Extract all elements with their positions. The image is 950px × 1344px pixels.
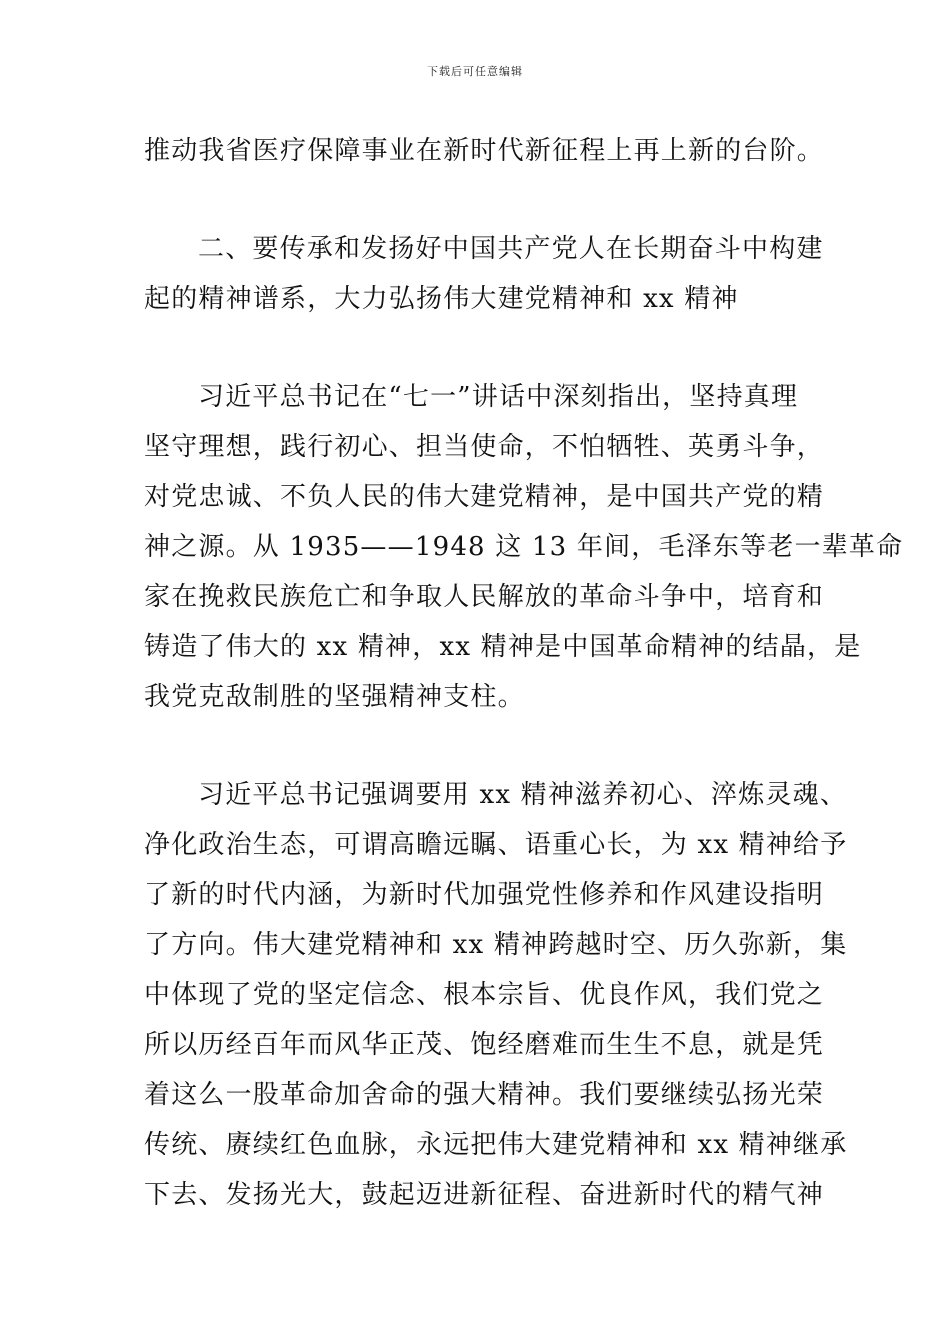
text-line: 对党忠诚、不负人民的伟大建党精神，是中国共产党的精 <box>144 482 825 512</box>
text-line: 推动我省医疗保障事业在新时代新征程上再上新的台阶。 <box>144 136 825 166</box>
paragraph <box>144 372 904 722</box>
text-line: 了新的时代内涵，为新时代加强党性修养和作风建设指明 <box>144 880 825 910</box>
text-line: 传统、赓续红色血脉，永远把伟大建党精神和 xx 精神继承 <box>144 1130 848 1160</box>
text-line: 习近平总书记在“七一”讲话中深刻指出，坚持真理 <box>198 382 799 412</box>
text-line: 所以历经百年而风华正茂、饱经磨难而生生不息，就是凭 <box>144 1030 825 1060</box>
text-line: 神之源。从 1935——1948 这 13 年间，毛泽东等老一辈革命 <box>144 532 904 562</box>
text-line: 中体现了党的坚定信念、根本宗旨、优良作风，我们党之 <box>144 980 825 1010</box>
text-line: 坚守理想，践行初心、担当使命，不怕牺牲、英勇斗争， <box>144 432 825 462</box>
section-heading <box>144 224 824 324</box>
text-line: 了方向。伟大建党精神和 xx 精神跨越时空、历久弥新，集 <box>144 930 848 960</box>
paragraph <box>144 770 848 1220</box>
paragraph-continuation <box>144 126 825 176</box>
text-line: 着这么一股革命加舍命的强大精神。我们要继续弘扬光荣 <box>144 1080 825 1110</box>
text-line: 我党克敌制胜的坚强精神支柱。 <box>144 682 525 712</box>
text-line: 下去、发扬光大，鼓起迈进新征程、奋进新时代的精气神 <box>144 1180 825 1210</box>
page-header: 下载后可任意编辑 <box>427 65 523 78</box>
text-line: 习近平总书记强调要用 xx 精神滋养初心、淬炼灵魂、 <box>198 780 848 810</box>
text-line: 起的精神谱系，大力弘扬伟大建党精神和 xx 精神 <box>144 284 739 314</box>
text-line: 净化政治生态，可谓高瞻远瞩、语重心长，为 xx 精神给予 <box>144 830 848 860</box>
text-line: 二、要传承和发扬好中国共产党人在长期奋斗中构建 <box>198 234 824 264</box>
text-line: 家在挽救民族危亡和争取人民解放的革命斗争中，培育和 <box>144 582 825 612</box>
text-line: 铸造了伟大的 xx 精神，xx 精神是中国革命精神的结晶，是 <box>144 632 862 662</box>
